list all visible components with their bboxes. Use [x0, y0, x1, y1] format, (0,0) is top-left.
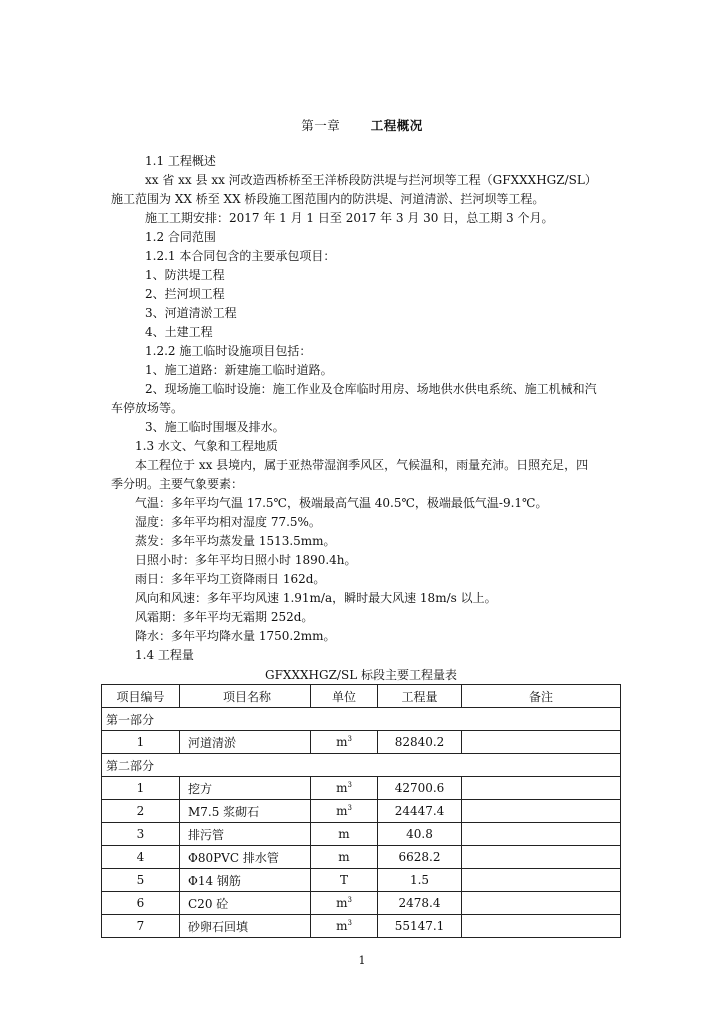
cell-name: C20 砼 [180, 892, 311, 915]
cell-name: 挖方 [180, 777, 311, 800]
body-line: 2、拦河坝工程 [145, 287, 225, 301]
cell-note [462, 892, 621, 915]
cell-quantity: 24447.4 [378, 800, 462, 823]
cell-unit [311, 892, 378, 915]
cell-quantity: 1.5 [378, 869, 462, 892]
unit-text: m [336, 804, 348, 818]
cell-id: 3 [102, 823, 180, 846]
body-line: 降水：多年平均降水量 1750.2mm。 [135, 629, 336, 643]
cell-name: M7.5 浆砌石 [180, 800, 311, 823]
table-row [102, 846, 621, 869]
cell-name: 砂卵石回填 [180, 915, 311, 938]
cell-note [462, 915, 621, 938]
cell-id: 1 [102, 777, 180, 800]
header-name: 项目名称 [180, 685, 311, 708]
body-text [111, 152, 631, 665]
table-row [102, 869, 621, 892]
body-line: 雨日：多年平均工资降雨日 162d。 [135, 572, 326, 586]
cell-id: 2 [102, 800, 180, 823]
body-line: 2、现场施工临时设施：施工作业及仓库临时用房、场地供水供电系统、施工机械和汽 [145, 382, 597, 396]
page-number: 1 [358, 954, 366, 967]
body-line: xx 省 xx 县 xx 河改造西桥桥至王洋桥段防洪堤与拦河坝等工程（GFXXXHGZ/SL） [145, 173, 597, 187]
unit-text: m [336, 781, 348, 795]
chapter-number: 第一章 [301, 118, 341, 133]
header-quantity: 工程量 [378, 685, 462, 708]
body-line: 蒸发：多年平均蒸发量 1513.5mm。 [135, 534, 336, 548]
table-caption: GFXXXHGZ/SL 标段主要工程量表 [265, 668, 457, 682]
cell-quantity: 82840.2 [378, 731, 462, 754]
cell-note [462, 731, 621, 754]
body-line: 1.2.1 本合同包含的主要承包项目： [145, 249, 336, 263]
unit-superscript: 3 [347, 919, 352, 927]
table-row [102, 915, 621, 938]
unit-text: m [336, 919, 348, 933]
cell-unit [311, 869, 378, 892]
cell-name: 排污管 [180, 823, 311, 846]
cell-note [462, 823, 621, 846]
unit-text: m [338, 850, 350, 864]
table-row [102, 731, 621, 754]
unit-superscript: 3 [347, 896, 352, 904]
header-note: 备注 [462, 685, 621, 708]
cell-unit [311, 800, 378, 823]
cell-quantity: 2478.4 [378, 892, 462, 915]
body-line: 季分明。主要气象要素： [111, 477, 244, 491]
body-line: 施工工期安排：2017 年 1 月 1 日至 2017 年 3 月 30 日，总工期 3 个月。 [145, 211, 554, 225]
cell-name: Φ80PVC 排水管 [180, 846, 311, 869]
body-line: 日照小时：多年平均日照小时 1890.4h。 [135, 553, 357, 567]
table-row [102, 777, 621, 800]
cell-note [462, 869, 621, 892]
body-line: 湿度：多年平均相对湿度 77.5%。 [135, 515, 321, 529]
body-line: 本工程位于 xx 县境内，属于亚热带湿润季风区，气候温和，雨量充沛。日照充足，四 [135, 458, 589, 472]
cell-id: 4 [102, 846, 180, 869]
body-line: 车停放场等。 [111, 401, 184, 415]
cell-unit [311, 731, 378, 754]
table-section-row [102, 754, 621, 777]
cell-id: 6 [102, 892, 180, 915]
section-label: 第二部分 [102, 754, 621, 777]
body-line: 气温：多年平均气温 17.5℃，极端最高气温 40.5℃，极端最低气温-9.1℃。 [135, 496, 548, 510]
cell-quantity: 42700.6 [378, 777, 462, 800]
body-line: 4、土建工程 [145, 325, 213, 339]
cell-unit [311, 777, 378, 800]
cell-id: 1 [102, 731, 180, 754]
section-label: 第一部分 [102, 708, 621, 731]
cell-note [462, 846, 621, 869]
unit-text: T [339, 873, 348, 887]
chapter-title [0, 116, 724, 134]
cell-quantity: 55147.1 [378, 915, 462, 938]
unit-text: m [336, 896, 348, 910]
cell-quantity: 40.8 [378, 823, 462, 846]
body-line: 风向和风速：多年平均风速 1.91m/a，瞬时最大风速 18m/s 以上。 [135, 591, 497, 605]
unit-superscript: 3 [347, 781, 352, 789]
body-line: 1、防洪堤工程 [145, 268, 225, 282]
body-line: 3、施工临时围堰及排水。 [145, 420, 285, 434]
unit-superscript: 3 [347, 804, 352, 812]
cell-name: 河道清淤 [180, 731, 311, 754]
body-line: 施工范围为 XX 桥至 XX 桥段施工图范围内的防洪堤、河道清淤、拦河坝等工程。 [111, 192, 545, 206]
table-header-row [102, 685, 621, 708]
header-id: 项目编号 [102, 685, 180, 708]
table-row [102, 892, 621, 915]
cell-name: Φ14 钢筋 [180, 869, 311, 892]
cell-unit [311, 915, 378, 938]
cell-quantity: 6628.2 [378, 846, 462, 869]
table-row [102, 823, 621, 846]
body-line: 1、施工道路：新建施工临时道路。 [145, 363, 333, 377]
body-line: 1.2.2 施工临时设施项目包括： [145, 344, 312, 358]
cell-id: 5 [102, 869, 180, 892]
chapter-name: 工程概况 [370, 118, 423, 133]
body-line: 1.3 水文、气象和工程地质 [135, 439, 278, 453]
cell-note [462, 800, 621, 823]
table-row [102, 800, 621, 823]
body-line: 1.4 工程量 [135, 648, 194, 662]
unit-text: m [336, 735, 348, 749]
header-unit: 单位 [311, 685, 378, 708]
body-line: 3、河道清淤工程 [145, 306, 237, 320]
table-section-row [102, 708, 621, 731]
body-line: 风霜期：多年平均无霜期 252d。 [135, 610, 314, 624]
body-line: 1.1 工程概述 [145, 154, 216, 168]
body-line: 1.2 合同范围 [145, 230, 216, 244]
quantity-table [101, 684, 621, 938]
unit-text: m [338, 827, 350, 841]
cell-unit [311, 846, 378, 869]
cell-unit [311, 823, 378, 846]
unit-superscript: 3 [347, 735, 352, 743]
cell-note [462, 777, 621, 800]
cell-id: 7 [102, 915, 180, 938]
